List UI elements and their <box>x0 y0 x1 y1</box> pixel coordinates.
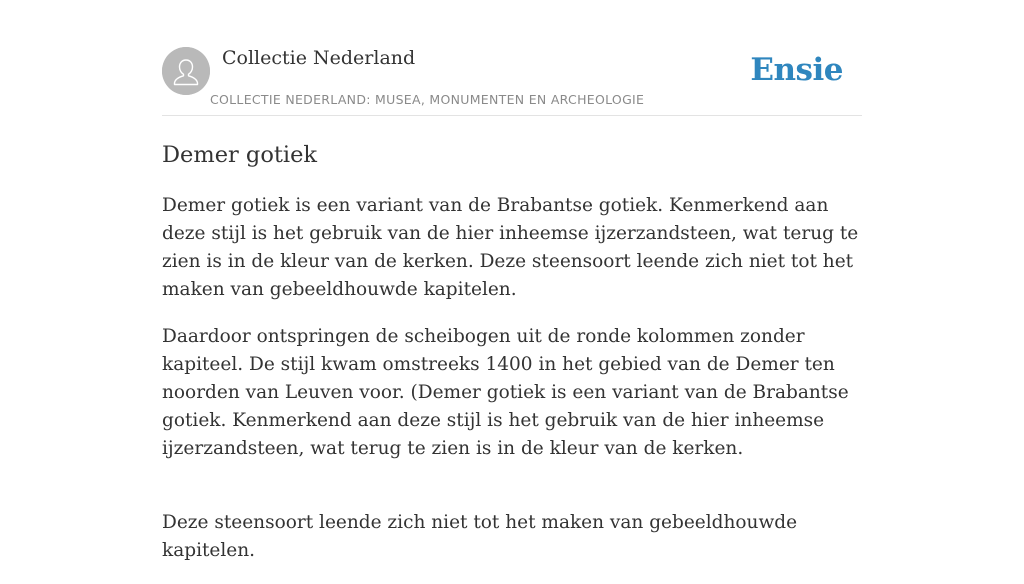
article-body <box>162 192 862 584</box>
user-silhouette-icon <box>162 47 210 95</box>
article-paragraph-2: Daardoor ontspringen de scheibogen uit de ronde kolommen zonder kapiteel. De stijl kwam omstreeks 1400 in het gebied van de Demer ten noorden van Leuven voor. (Demer gotiek is een variant van de Brabantse gotiek. Kenmerkend aan deze stijl is het gebruik van de hier inheemse ijzerzandsteen, wat terug te zien is in de kleur van de kerken. <box>162 326 849 459</box>
article-paragraph-3: Deze steensoort leende zich niet tot het maken van gebeeldhouwde kapitelen. <box>162 512 798 561</box>
author-avatar[interactable] <box>162 47 210 95</box>
article-container <box>162 0 862 561</box>
author-name[interactable]: Collectie Nederland <box>222 47 416 69</box>
article-paragraph-1: Demer gotiek is een variant van de Brabantse gotiek. Kenmerkend aan deze stijl is het gebruik van de hier inheemse ijzerzandsteen, wat terug te zien is in de kleur van de kerken. Deze steensoort leende zich niet tot het maken van gebeeldhouwde kapitelen. <box>162 195 859 300</box>
author-header <box>162 0 862 116</box>
author-subtitle: COLLECTIE NEDERLAND: MUSEA, MONUMENTEN EN ARCHEOLOGIE <box>210 92 645 107</box>
ensie-logo[interactable]: Ensie <box>750 52 843 88</box>
article-title: Demer gotiek <box>162 142 318 168</box>
